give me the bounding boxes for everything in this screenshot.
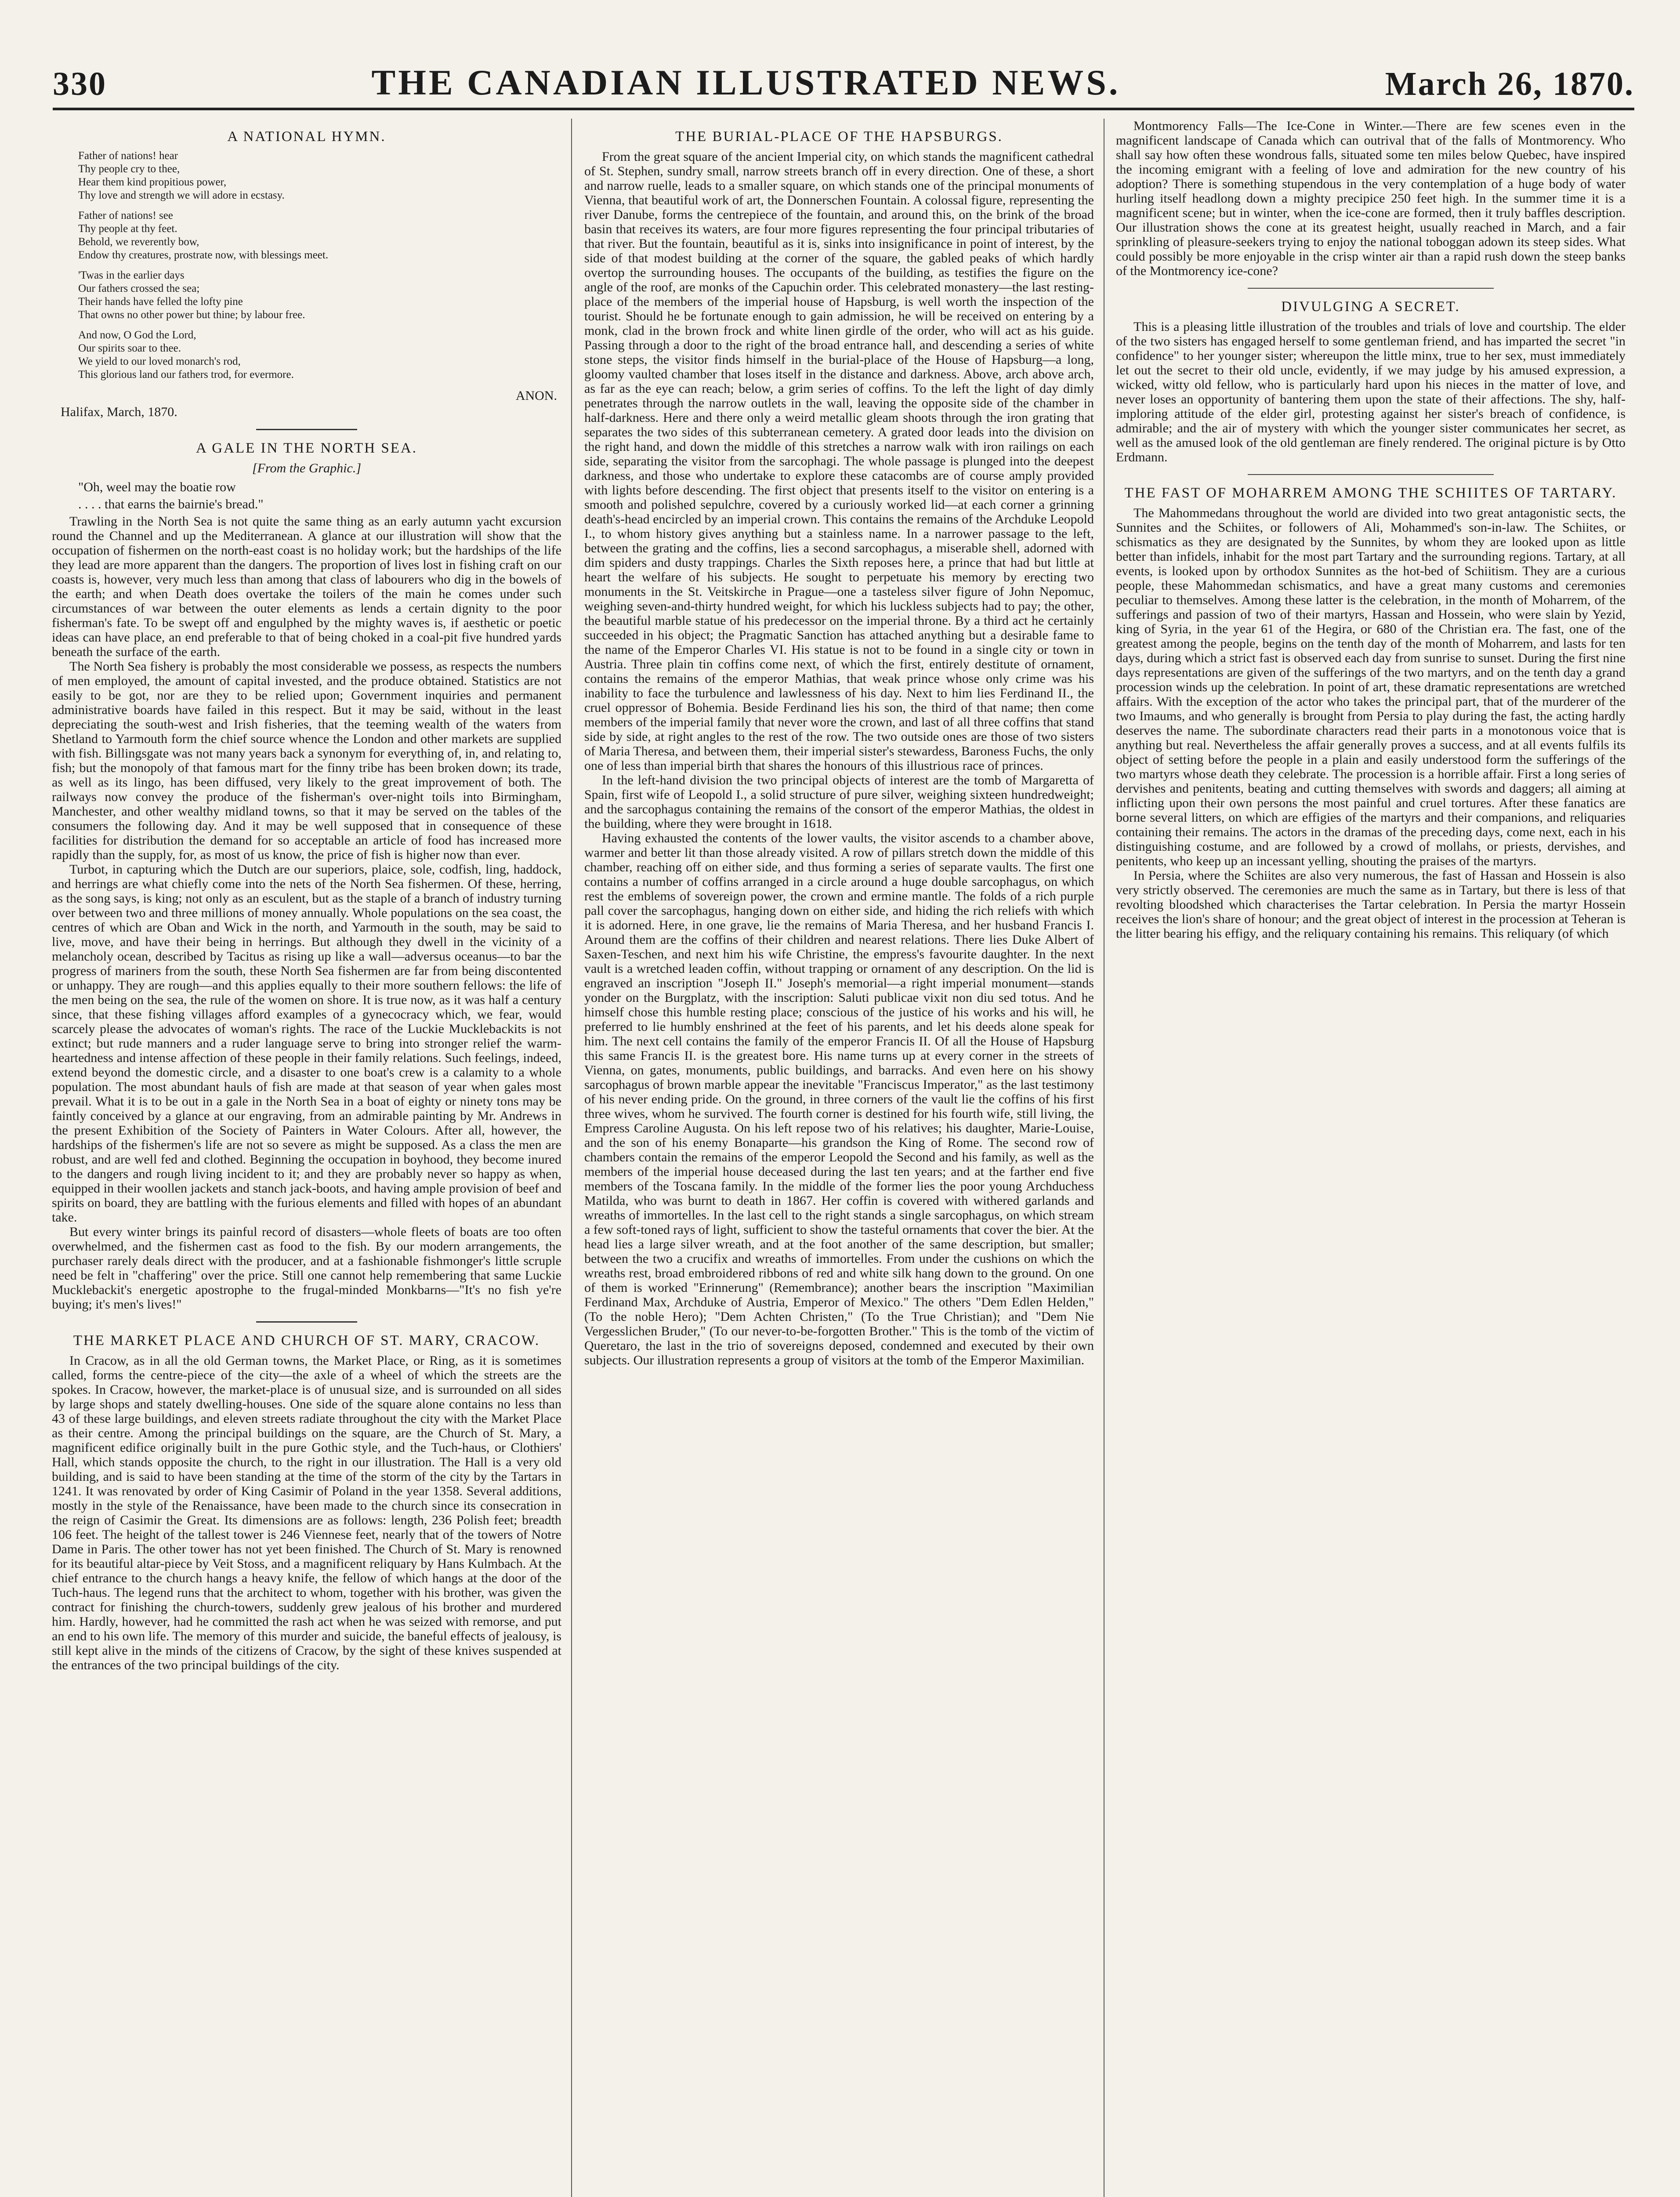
section-separator [1248,474,1494,475]
column-3 [1116,119,1626,2197]
secret-paragraph: This is a pleasing little illustration of the troubles and trials of love and courtship. The elder of the two sisters has engaged herself to some gentleman friend, and has imparted the secret "in confidence" to her younger sister; whereupon the little minx, true to her sex, must immediately let out the secret to their old uncle, evidently, if we may judge by his amused expression, a wicked, witty old fellow, who is particularly hard upon his nieces in the matter of love, and never loses an opportunity of bantering them upon the state of their affections. The shy, half-imploring attitude of the elder girl, protesting against her sister's breach of confidence, is admirable; and the air of mystery with which the younger sister communicates her secret, as well as the amused look of the old gentleman are finely rendered. The original picture is by Otto Erdmann. [1116,319,1626,464]
hymn-line: We yield to our loved monarch's rod, [78,355,241,367]
hymn-stanza [52,269,561,322]
hymn-line: Our spirits soar to thee. [78,342,181,354]
hymn-line: Our fathers crossed the sea; [78,283,200,294]
hymn-line: Behold, we reverently bow, [78,236,199,248]
secret-heading: DIVULGING A SECRET. [1281,299,1460,315]
masthead [53,55,1634,103]
hymn-heading: A NATIONAL HYMN. [227,129,386,145]
hymn-line: And now, O God the Lord, [78,329,196,341]
hymn-dateline: Halifax, March, 1870. [61,405,177,419]
hymn-stanza [52,149,561,202]
gale-epigraph: "Oh, weel may the boatie row [78,480,236,494]
hymn-signature: ANON. [515,388,557,403]
section-separator [256,1321,357,1323]
hymn-line: Thy people cry to thee, [78,163,180,175]
hymn-line: Father of nations! see [78,210,173,221]
page-number: 330 [53,65,107,102]
issue-date: March 26, 1870. [1385,65,1634,102]
gale-epigraph: . . . . that earns the bairnie's bread." [78,497,264,511]
market-heading: THE MARKET PLACE AND CHURCH OF ST. MARY, CRACOW. [73,1333,540,1349]
hymn-stanza [52,329,561,381]
newspaper-title: THE CANADIAN ILLUSTRATED NEWS. [371,62,1121,102]
gale-paragraph: Trawling in the North Sea is not quite the same thing as an early autumn yacht excursion round the Channel and up the Mediterranean. A glance at our illustration will show that the occupation of fishermen on the north-east coast is no holiday work; but the hardships of the life they lead are more apparent than the dangers. The proportion of lives lost in fishing craft on our coasts is, however, very much less than among that class of labourers who dig in the bowels of the earth; and when Death does overtake the toilers of the main he comes under such circumstances of war between the outer elements as lends a certain dignity to the poor fisherman's fate. To be swept off and engulphed by the mighty waves is, if aesthetic or poetic ideas can have place, an end preferable to that of being choked in a coal-pit five hundred yards beneath the surface of the earth. [52,514,561,659]
montmorency-paragraph: Montmorency Falls—The Ice-Cone in Winter.—There are few scenes even in the magnificent landscape of Canada which can outrival that of the falls of Montmorency. Who shall say how often these wondrous falls, situated some ten miles below Quebec, have inspired the incoming emigrant with a feeling of love and admiration for the new country of his adoption? There is something stupendous in the very contemplation of a huge body of water hurling itself headlong down a mighty precipice 250 feet high. In the summer time it is a magnificent scene; but in winter, when the ice-cone are formed, then it truly baffles description. Our illustration shows the cone at its greatest height, usually reached in March, and a fair sprinkling of pleasure-seekers trying to enjoy the national toboggan adown its steep sides. What could possibly be more enjoyable in the crisp winter air than a rapid rush down the steep banks of the Montmorency ice-cone? [1116,119,1626,278]
hymn-line: 'Twas in the earlier days [78,269,185,281]
gale-heading: A GALE IN THE NORTH SEA. [196,440,417,456]
hymn-line: Their hands have felled the lofty pine [78,296,243,308]
burial-paragraph: From the great square of the ancient Imperial city, on which stands the magnificent cathedral of St. Stephen, sundry small, narrow streets branch off in every direction. One of these, a short and narrow ruelle, leads to a smaller square, on which stands one of the principal monuments of Vienna, that beautiful work of art, the Donnerschen Fountain. A colossal figure, representing the river Danube, forms the centrepiece of the fountain, and around this, on the brink of the broad basin that receives its waters, are four more figures representing the four principal tributaries of that river. But the fountain, beautiful as it is, sinks into insignificance in point of interest, by the side of that modest building at the corner of the square, the gabled peaks of which hardly overtop the surrounding houses. The occupants of the building, as testifies the figure on the angle of the roof, are monks of the Capuchin order. This celebrated monastery—the last resting-place of the members of the imperial house of Hapsburg, is well worth the inspection of the tourist. Should he be fortunate enough to gain admission, he will be received on entering by a monk, clad in the brown frock and white linen girdle of the order, who will act as his guide. Passing through a door to the right of the broad entrance hall, and descending a series of white stone steps, the visitor finds himself in the burial-place of the House of Hapsburg—a long, gloomy vaulted chamber that loses itself in the distance and darkness. Above, arch above arch, as far as the eye can reach; below, a grim series of coffins. To the left the light of day dimly penetrates through the narrow outlets in the wall, leaving the opposite side of the chamber in half-darkness. Here and there only a weird metallic gleam shoots through the iron grating that separates the two sides of this subterranean cemetery. A grated door leads into the division on the right hand, and down the middle of this stretches a narrow walk with iron railings on each side, separating the visitor from the sarcophagi. The whole passage is plunged into the deepest darkness, and those who undertake to explore these catacombs are of course amply provided with lights before descending. The first object that presents itself to the visitor on entering is a smooth and polished sepulchre, covered by a curiously worked lid—at each corner a grinning death's-head encircled by an imperial crown. This contains the remains of the Archduke Leopold I., to whom history gives anything but a stainless name. In a narrower passage to the left, between the grating and the coffins, lies a second sarcophagus, a miserable shell, adorned with dim spiders and dusty trappings. Charles the Sixth reposes here, a prince that had but little at heart the welfare of his subjects. He sought to perpetuate his memory by erecting two monuments in the St. Veitskirche in Prague—one a tasteless silver figure of John Nepomuc, weighing seven-and-thirty hundred weight, for which his luckless subjects had to pay; the other, the beautiful marble statue of his predecessor on the imperial throne. By a third act he certainly succeeded in his object; the Pragmatic Sanction has attached anything but a desirable fame to the name of the Emperor Charles VI. His statue is not to be found in a single city or town in Austria. Three plain tin coffins come next, of which the first, entirely destitute of ornament, contains the remains of the emperor Mathias, that weak prince whose only crime was his inability to face the turbulence and lawlessness of his day. Next to him lies Ferdinand II., the cruel oppressor of Bohemia. Beside Ferdinand lies his son, the third of that name; then come members of the imperial family that never wore the crown, and last of all three coffins that stand side by side, at right angles to the rest of the row. The two outside ones are those of two sisters of Maria Theresa, and between them, their imperial sister's stewardess, Baroness Fuchs, the only one of less than imperial birth that shares the honours of this illustrious race of princes. [584,149,1094,773]
gale-paragraph: But every winter brings its painful record of disasters—whole fleets of boats are too often overwhelmed, and the fishermen cast as food to the fish. By our modern arrangements, the purchaser rarely deals direct with the producer, and at a fashionable fishmonger's little scruple need be felt in "chaffering" over the price. Still one cannot help remembering that same Luckie Mucklebackit's energetic apostrophe to the frugal-minded Monkbarns—"It's no fish ye're buying; it's men's lives!" [52,1225,561,1312]
column-rule [571,119,572,2197]
hymn-line: Thy love and strength we will adore in ecstasy. [78,189,285,201]
gale-paragraph: Turbot, in capturing which the Dutch are our superiors, plaice, sole, codfish, ling, haddock, and herrings are what chiefly come into the nets of the North Sea fishermen. Of these, herring, as the song says, is king; not only as an esculent, but as the staple of a branch of industry turning over between two and three millions of money annually. Whole populations on the sea coast, the centres of which are Oban and Wick in the north, and Yarmouth in the south, may be said to live, move, and have their being in herrings. But although they dwell in the vicinity of a melancholy ocean, described by Tacitus as rising up like a wall—adversus oceanus—to bar the progress of mariners from the south, these North Sea fishermen are far from being discontented or unhappy. They are rough—and this applies equally to their more southern fellows: the life of the men being on the sea, the rule of the women on shore. It is true now, as it was half a century since, that these fishing villages afford examples of a gynecocracy which, we fear, would scarcely please the advocates of woman's rights. The race of the Luckie Mucklebackits is not extinct; but rude manners and a ruder language serve to bring into stronger relief the warm-heartedness and intense affection of these people in their family relations. Such feelings, indeed, extend beyond the domestic circle, and a disaster to one boat's crew is a calamity to a whole population. The most abundant hauls of fish are made at that season of year when gales most prevail. What it is to be out in a gale in the North Sea in a boat of eighty or ninety tons may be faintly conceived by a glance at our engraving, from an admirable painting by Mr. Andrews in the present Exhibition of the Society of Painters in Water Colours. After all, however, the hardships of the fishermen's life are not so severe as might be supposed. As a class the men are robust, and are well fed and clothed. Beginning the occupation in boyhood, they become inured to the dangers and rough living incident to it; and they are probably never so happy as when, equipped in their woollen jackets and stanch jack-boots, and having ample provision of beef and spirits on board, they are battling with the furious elements and filled with hopes of an abundant take. [52,862,561,1225]
section-separator [256,429,357,430]
column-2 [584,119,1094,2197]
hymn-line: That owns no other power but thine; by labour free. [78,309,305,321]
burial-paragraph: In the left-hand division the two principal objects of interest are the tomb of Margaretta of Spain, first wife of Leopold I., a solid structure of pure silver, weighing sixteen hundredweight; and the sarcophagus containing the remains of the consort of the emperor Mathias, the oldest in the building, where they were brought in 1618. [584,773,1094,831]
hymn-line: Thy people at thy feet. [78,223,177,235]
masthead-rule [53,108,1634,110]
section-separator [1248,288,1494,289]
hymn-line: Hear them kind propitious power, [78,176,227,188]
market-paragraph: In Cracow, as in all the old German towns, the Market Place, or Ring, as it is sometimes called, forms the centre-piece of the city—the axle of a wheel of which the streets are the spokes. In Cracow, however, the market-place is of unusual size, and is surrounded on all sides by large shops and stately dwelling-houses. One side of the square alone contains no less than 43 of these large buildings, and eleven streets radiate throughout the city with the Market Place as their centre. Among the principal buildings on the square, are the Church of St. Mary, a magnificent edifice originally built in the pure Gothic style, and the Tuch-haus, or Clothiers' Hall, which stands opposite the church, to the right in our illustration. The Hall is a very old building, and is said to have been standing at the time of the storm of the city by the Tartars in 1241. It was renovated by order of King Casimir of Poland in the year 1358. Several additions, mostly in the style of the Renaissance, have been made to the church since its consecration in the reign of Casimir the Great. Its dimensions are as follows: length, 236 Polish feet; breadth 106 feet. The height of the tallest tower is 246 Viennese feet, nearly that of the towers of Notre Dame in Paris. The other tower has not yet been finished. The Church of St. Mary is renowned for its beautiful altar-piece by Veit Stoss, and a magnificent reliquary by Hans Kulmbach. At the chief entrance to the church hangs a heavy knife, the fellow of which hangs at the door of the Tuch-haus. The legend runs that the architect to whom, together with his brother, was given the contract for finishing the church-towers, suddenly grew jealous of his brother and murdered him. Hardly, however, had he committed the rash act when he was seized with remorse, and put an end to his own life. The memory of this murder and suicide, the baneful effects of jealousy, is still kept alive in the minds of the citizens of Cracow, by the sight of these knives suspended at the entrances of the two principal buildings of the city. [52,1353,561,1672]
hymn-line: This glorious land our fathers trod, for evermore. [78,369,294,381]
hymn-line: Father of nations! hear [78,150,178,162]
fast-paragraph: The Mahommedans throughout the world are divided into two great antagonistic sects, the Sunnites and the Schiites, or followers of Ali, Mohammed's son-in-law. The Schiites, or schismatics as they are designated by the Sunnites, by whom they are looked upon as little better than infidels, inhabit for the most part Tartary and the surrounding regions. Tartary, at all events, is looked upon by orthodox Sunnites as the hot-bed of Schiitism. They are a curious people, these Mahommedan schismatics, and have a great many customs and ceremonies peculiar to themselves. Among these latter is the celebration, in the month of Moharrem, of the sufferings and passion of two of their martyrs, Hassan and Hossein, who were slain by Yezid, king of Syria, in the year 61 of the Hegira, or 680 of the Christian era. The fast, one of the greatest among the people, begins on the tenth day of the month of Moharrem, and lasts for ten days, during which a strict fast is observed each day from sunrise to sunset. During the first nine days representations are given of the sufferings of the two martyrs, and on the tenth day a grand procession winds up the celebration. In point of art, these dramatic representations are wretched affairs. With the exception of the actor who takes the principal part, that of the murderer of the two Imaums, and who generally is brought from Persia to play during the fast, the acting hardly deserves the name. The subordinate characters read their parts in a monotonous voice that is anything but real. Nevertheless the affair generally proves a success, and at all events fulfils its object of setting before the people in a plain and easily understood form the sufferings of the two martyrs whose death they celebrate. The procession is a horrible affair. First a long series of dervishes and penitents, beating and cutting themselves with swords and daggers; all aiming at inflicting upon their own persons the most painful and cruel tortures. After these fanatics are borne several litters, on which are effigies of the martyrs and their companions, and reliquaries containing their remains. The actors in the dramas of the preceding days, come next, each in his distinguishing costume, and are followed by a crowd of mollahs, or priests, dervishes, and penitents, who keep up an incessant yelling, shouting the praises of the martyrs. [1116,506,1626,868]
burial-paragraph: Having exhausted the contents of the lower vaults, the visitor ascends to a chamber above, warmer and better lit than those already visited. A row of pillars stretch down the middle of this chamber, reaching off on either side, and thus forming a series of separate vaults. The first one contains a number of coffins arranged in a circle around a huge double sarcophagus, on which rest the emblems of sovereign power, the crown and ermine mantle. The folds of a rich purple pall cover the sarcophagus, hanging down on either side, and hiding the rich reliefs with which it is adorned. Here, in one grave, lie the remains of Maria Theresa, and her husband Francis I. Around them are the coffins of their children and nearest relations. There lies Duke Albert of Saxen-Teschen, and next him his wife Christine, the empress's favourite daughter. In the next vault is a wretched leaden coffin, without trapping or ornament of any description. On the lid is engraved an inscription "Joseph II." Joseph's memorial—a right imperial monument—stands yonder on the Burgplatz, with the inscription: Saluti publicae vixit non diu sed totus. And he himself chose this humble resting place; conscious of the justice of his works and his will, he preferred to lie humbly enshrined at the feet of his parents, and let his deeds alone speak for him. The next cell contains the family of the emperor Francis II. Of all the House of Hapsburg this same Francis II. is the greatest bore. His name turns up at every corner in the streets of Vienna, on gates, monuments, public buildings, and barracks. And even here on his showy sarcophagus of brown marble appear the inevitable "Franciscus Imperator," as the last testimony of his never ending pride. On the ground, in three corners of the vault lie the coffins of his first three wives, whom he survived. The fourth corner is destined for his fourth wife, still living, the Empress Caroline Augusta. On his left repose two of his relatives; his daughter, Marie-Louise, and the son of his enemy Bonaparte—his grandson the King of Rome. The second row of chambers contain the remains of the emperor Leopold the Second and his family, as well as the members of the imperial house deceased during the last ten years; and at the farther end five members of the Toscana family. In the middle of the former lies the poor young Archduchess Matilda, who was burnt to death in 1867. Her coffin is covered with withered garlands and wreaths of immortelles. In the last cell to the right stands a single sarcophagus, on which stream a few soft-toned rays of light, sufficient to show the tasteful ornaments that cover the bier. At the head lies a large silver wreath, and at the foot another of the same description, but smaller; between the two a crucifix and wreaths of immortelles. From under the cushions on which the wreaths rest, broad embroidered ribbons of red and white silk hang down to the ground. On one of them is worked "Erinnerung" (Remembrance); another bears the inscription "Maximilian Ferdinand Max, Archduke of Austria, Emperor of Mexico." The others "Dem Edlen Helden," (To the noble Hero); "Dem Achten Christen," (To the True Christian); and "Dem Nie Vergesslichen Bruder," (To our never-to-be-forgotten Brother." This is the tomb of the victim of Queretaro, the last in the trio of sovereigns deposed, condemned and executed by their own subjects. Our illustration represents a group of visitors at the tomb of the Emperor Maximilian. [584,831,1094,1367]
hymn-stanza [52,209,561,262]
hymn-line: Endow thy creatures, prostrate now, with blessings meet. [78,249,329,261]
burial-heading: THE BURIAL-PLACE OF THE HAPSBURGS. [675,129,1003,145]
fast-heading: THE FAST OF MOHARREM AMONG THE SCHIITES OF TARTARY. [1124,485,1617,501]
fast-paragraph: In Persia, where the Schiites are also very numerous, the fast of Hassan and Hossein is also very strictly observed. The ceremonies are much the same as in Tartary, but there is less of that revolting bloodshed which characterises the Tartar celebration. In Persia the martyr Hossein receives the lion's share of honour; and the great object of interest in the procession at Teheran is the litter bearing his effigy, and the reliquary containing his remains. This reliquary (of which [1116,868,1626,941]
gale-paragraph: The North Sea fishery is probably the most considerable we possess, as respects the numbers of men employed, the amount of capital invested, and the produce obtained. Statistics are not easily to be got, nor are they to be relied upon; Government inquiries and permanent administrative boards have failed in this respect. But it may be said, without in the least depreciating the south-west and Irish fisheries, that the teeming wealth of the waters from Shetland to Yarmouth form the chief source whence the London and other markets are supplied with fish. Billingsgate was not many years back a synonym for everything of, in, and relating to, fish; but the monopoly of that famous mart for the finny tribe has been broken down; its trade, as well as its lingo, has been diffused, very likely to the great improvement of both. The railways now convey the produce of the fisherman's over-night toils into Birmingham, Manchester, and other wealthy midland towns, so that it may be served on the tables of the consumers the following day. And it may be well supposed that in consequence of these facilities for distribution the demand for so acceptable an article of food has increased more rapidly than the supply, for, as most of us know, the price of fish is higher now than ever. [52,659,561,862]
gale-source: [From the Graphic.] [252,461,362,475]
column-1 [52,119,561,2197]
